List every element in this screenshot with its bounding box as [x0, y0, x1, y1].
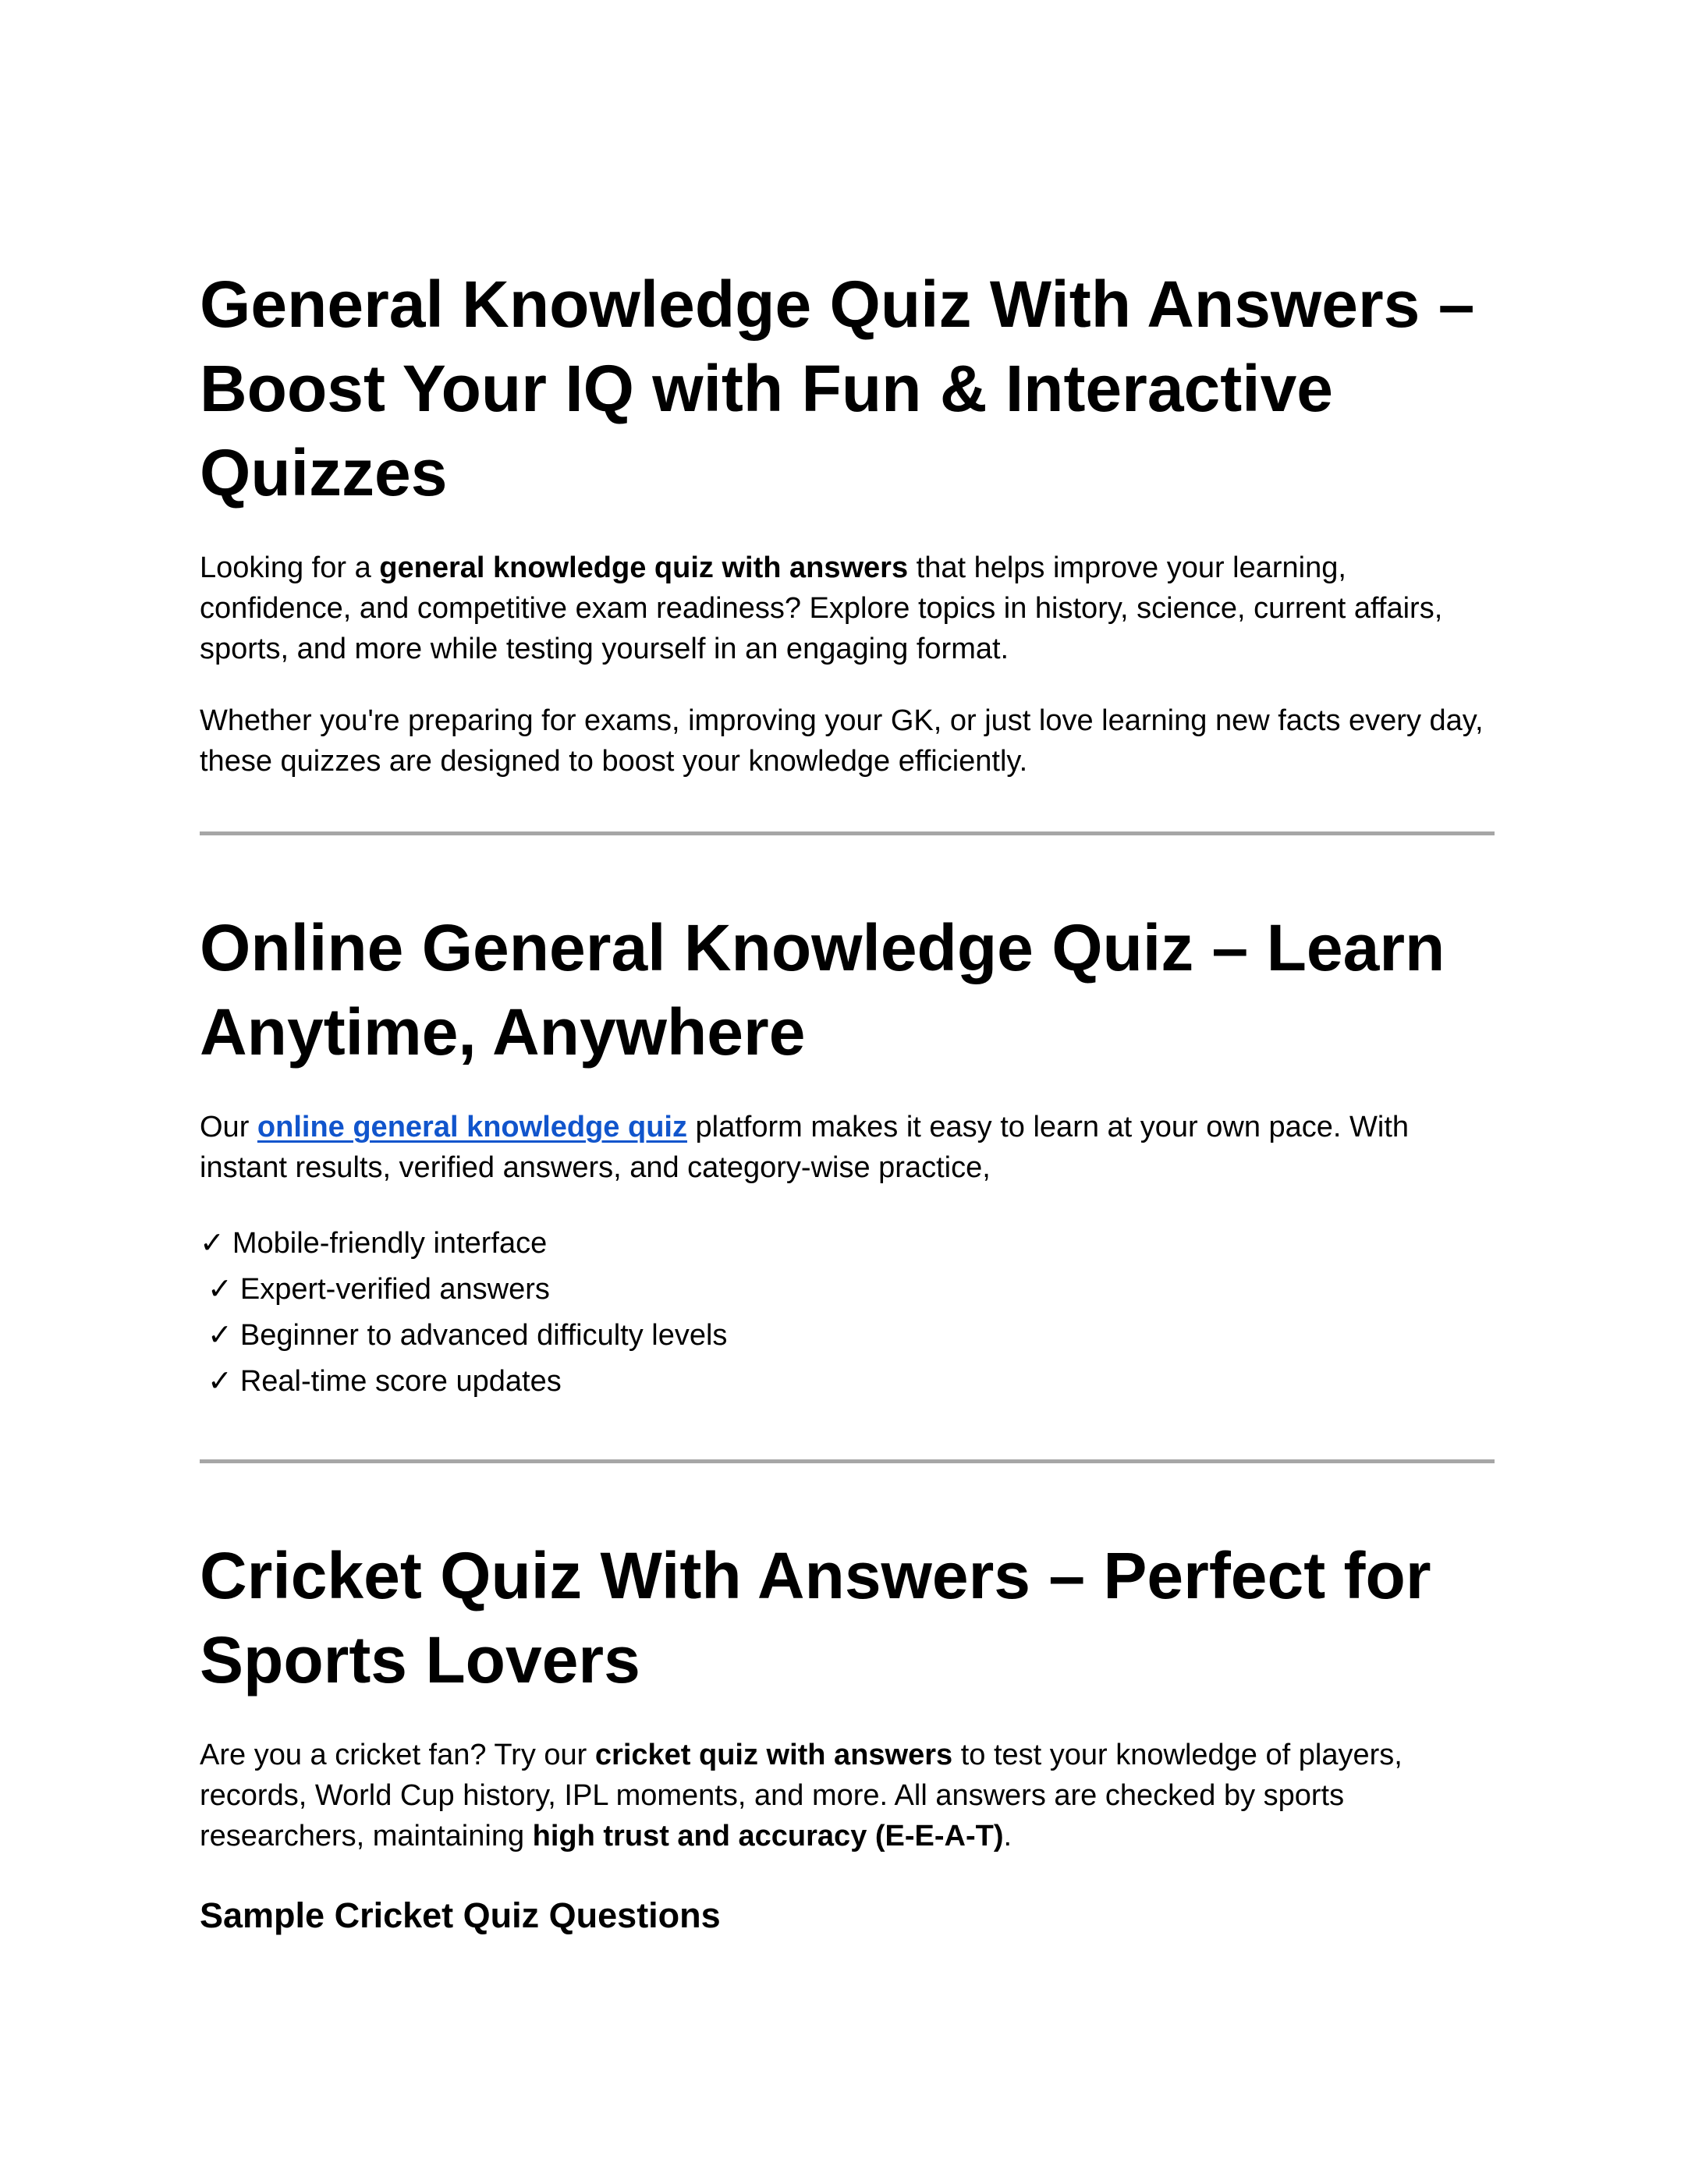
- section-heading-cricket-quiz: Cricket Quiz With Answers – Perfect for Sports Lovers: [200, 1539, 1431, 1696]
- section-divider-2: [200, 1459, 1495, 1463]
- cricket-end: .: [1003, 1820, 1012, 1852]
- intro-suffix: that helps improve your learning, confidence, and competitive exam readiness? Explore topics in history, science, current affairs, sports, and more while testing yourself in an engaging format.: [200, 551, 1443, 665]
- intro-prefix: Looking for a: [200, 551, 380, 584]
- intro-paragraph-2: Whether you're preparing for exams, improving your GK, or just love learning new facts every day, these quizzes are designed to boost your knowledge efficiently.: [200, 704, 1484, 778]
- section-heading-online-quiz: Online General Knowledge Quiz – Learn Anytime, Anywhere: [200, 911, 1445, 1069]
- feature-label: Mobile-friendly interface: [232, 1227, 548, 1260]
- cricket-keyword: cricket quiz with answers: [594, 1739, 953, 1771]
- list-item: [200, 1313, 1495, 1359]
- check-icon: ✓: [207, 1319, 232, 1352]
- sample-questions-heading: Sample Cricket Quiz Questions: [200, 1895, 721, 1935]
- feature-list: [200, 1221, 1495, 1405]
- online-quiz-link[interactable]: online general knowledge quiz: [257, 1111, 687, 1143]
- feature-label: Real-time score updates: [239, 1365, 562, 1398]
- online-quiz-suffix: platform makes it easy to learn at your own pace. With instant results, verified answers, and category-wise practice,: [200, 1111, 1410, 1184]
- cricket-prefix: Are you a cricket fan? Try our: [200, 1739, 595, 1771]
- cricket-middle: to test your knowledge of players, records, World Cup history, IPL moments, and more. All answers are checked by sports researchers, maintaining: [200, 1739, 1403, 1852]
- feature-label: Beginner to advanced difficulty levels: [239, 1319, 728, 1352]
- online-quiz-paragraph: [200, 1107, 1495, 1188]
- section-divider-1: [200, 831, 1495, 835]
- list-item: [200, 1359, 1495, 1405]
- cricket-quiz-paragraph: [200, 1735, 1495, 1856]
- list-item: [200, 1221, 1495, 1267]
- online-quiz-prefix: Our: [200, 1111, 257, 1143]
- check-icon: ✓: [207, 1273, 232, 1306]
- document-page: [200, 257, 1495, 1938]
- page-title: General Knowledge Quiz With Answers – Boost Your IQ with Fun & Interactive Quizzes: [200, 268, 1475, 509]
- check-icon: ✓: [207, 1365, 232, 1398]
- check-icon: ✓: [200, 1227, 225, 1260]
- intro-keyword: general knowledge quiz with answers: [379, 551, 909, 584]
- trust-keyword: high trust and accuracy (E-E-A-T): [532, 1820, 1004, 1852]
- feature-label: Expert-verified answers: [239, 1273, 550, 1306]
- list-item: [200, 1267, 1495, 1313]
- intro-paragraph: [200, 548, 1495, 669]
